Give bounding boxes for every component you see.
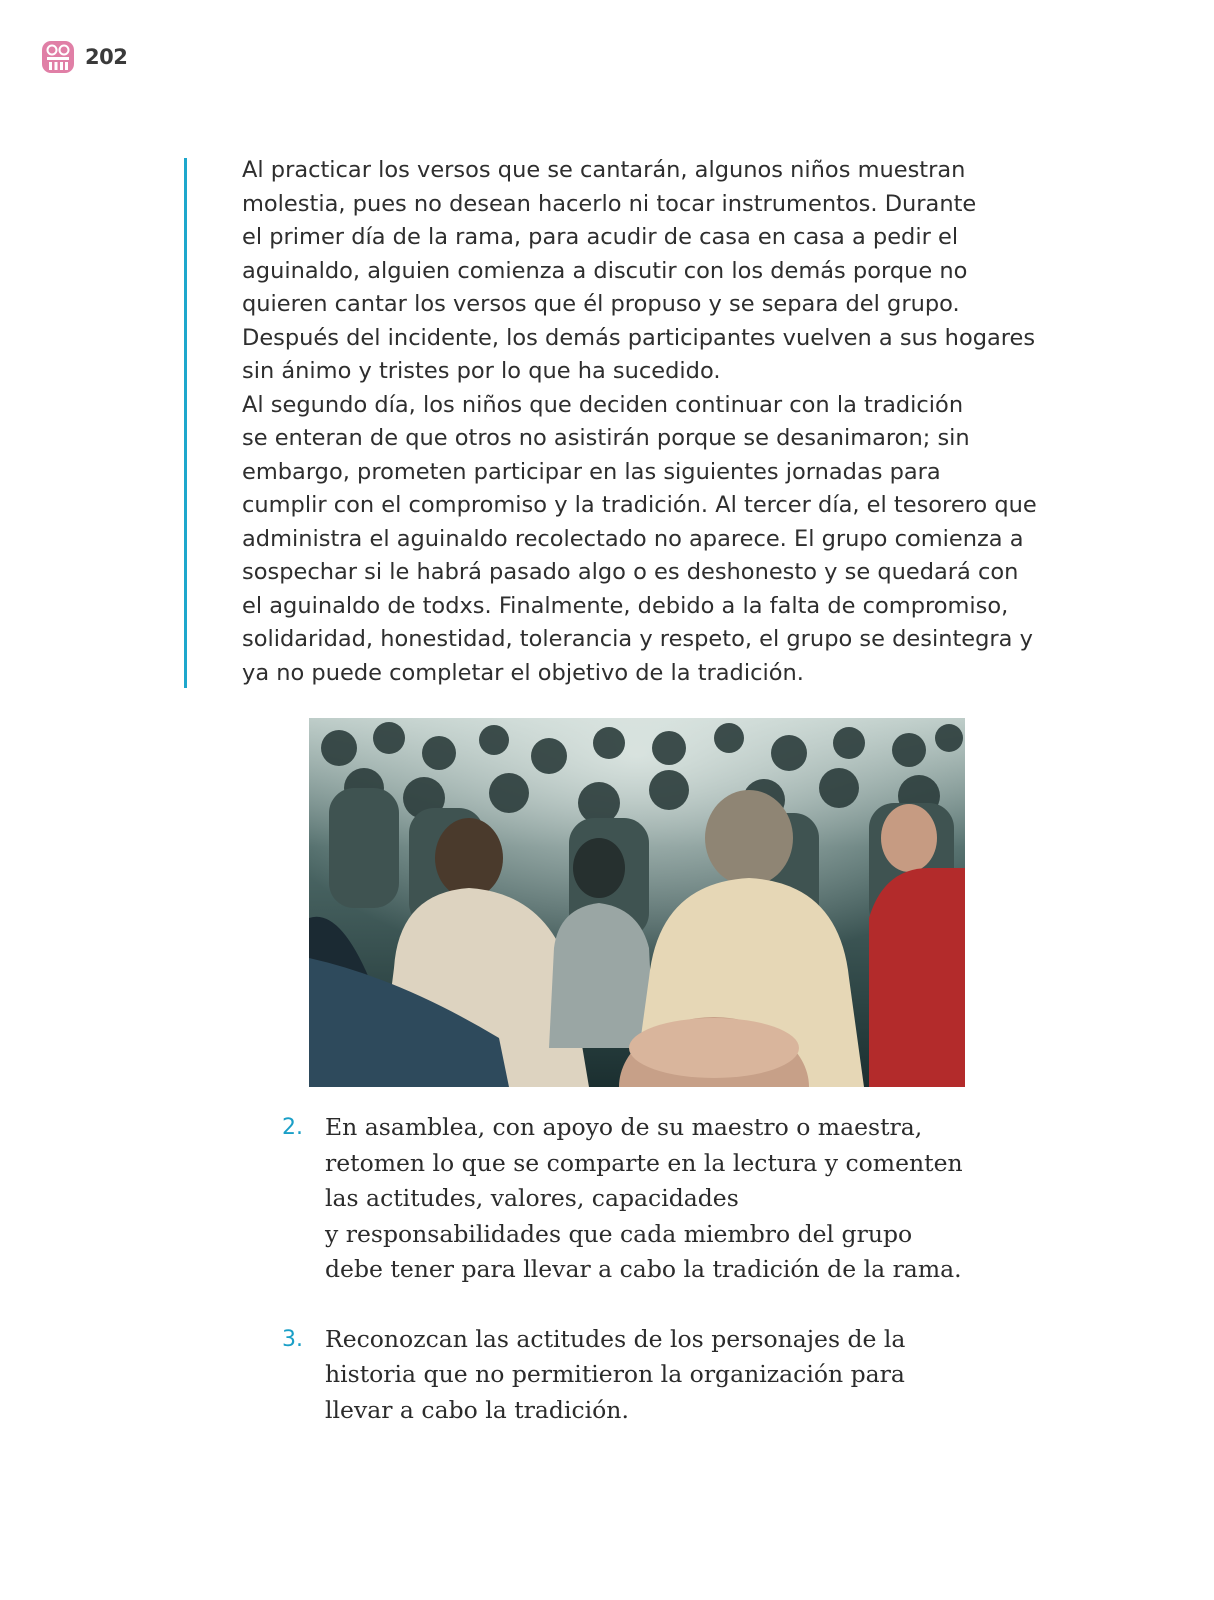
reading-line: Al practicar los versos que se cantarán, algunos niños muestran [242,157,966,183]
reading-line: administra el aguinaldo recolectado no aparece. El grupo comienza a [242,525,1024,552]
reading-paragraph [212,389,1084,691]
reading-line: cumplir con el compromiso y la tradición. Al tercer día, el tesorero que [242,492,1037,518]
page-number: 202 [85,45,128,69]
reading-line: aguinaldo, alguien comienza a discutir con los demás porque no [242,257,968,284]
activity-number: 3. [282,1326,303,1352]
reading-line: el primer día de la rama, para acudir de casa en casa a pedir el [242,224,959,250]
page-header [41,40,127,74]
reading-line: Después del incidente, los demás participantes vuelven a sus hogares [242,324,1036,351]
activity-line: Reconozcan las actitudes de los personajes de la [325,1324,906,1353]
activity-line: historia que no permitieron la organización para [325,1360,905,1388]
activity-line: llevar a cabo la tradición. [325,1395,629,1424]
mesoamerican-glyph-icon [41,40,75,74]
activity-text [325,1110,963,1288]
activity-list [282,1110,1002,1462]
reading-passage [184,154,1084,690]
reading-line: ya no puede completar el objetivo de la tradición. [242,659,804,686]
crowd-illustration [309,718,965,1087]
reading-line: se enteran de que otros no asistirán porque se desanimaron; sin [242,425,970,451]
activity-line: debe tener para llevar a cabo la tradición de la rama. [325,1255,962,1283]
reading-line: embargo, prometen participar en las siguientes jornadas para [242,458,941,485]
crowd-photo [309,718,965,1087]
activity-line: En asamblea, con apoyo de su maestro o maestra, [325,1113,923,1141]
activity-line: las actitudes, valores, capacidades [325,1184,739,1212]
reading-line: sospechar si le habrá pasado algo o es deshonesto y se quedará con [242,559,1019,585]
reading-line: sin ánimo y tristes por lo que ha sucedido. [242,358,721,384]
reading-line: solidaridad, honestidad, tolerancia y respeto, el grupo se desintegra y [242,626,1033,652]
reading-line: molestia, pues no desean hacerlo ni tocar instrumentos. Durante [242,190,977,217]
activity-number: 2. [282,1115,303,1140]
reading-line: quieren cantar los versos que él propuso y se separa del grupo. [242,291,960,317]
reading-accent-bar [184,158,187,688]
activity-item [282,1110,1002,1288]
activity-text [325,1322,905,1429]
activity-line: retomen lo que se comparte en la lectura y comenten [325,1148,963,1177]
activity-item [282,1322,1002,1429]
activity-line: y responsabilidades que cada miembro del grupo [325,1219,913,1248]
reading-paragraph [212,154,1084,389]
reading-line: Al segundo día, los niños que deciden continuar con la tradición [242,391,964,418]
reading-text [212,154,1084,690]
reading-line: el aguinaldo de todxs. Finalmente, debido a la falta de compromiso, [242,592,1009,619]
